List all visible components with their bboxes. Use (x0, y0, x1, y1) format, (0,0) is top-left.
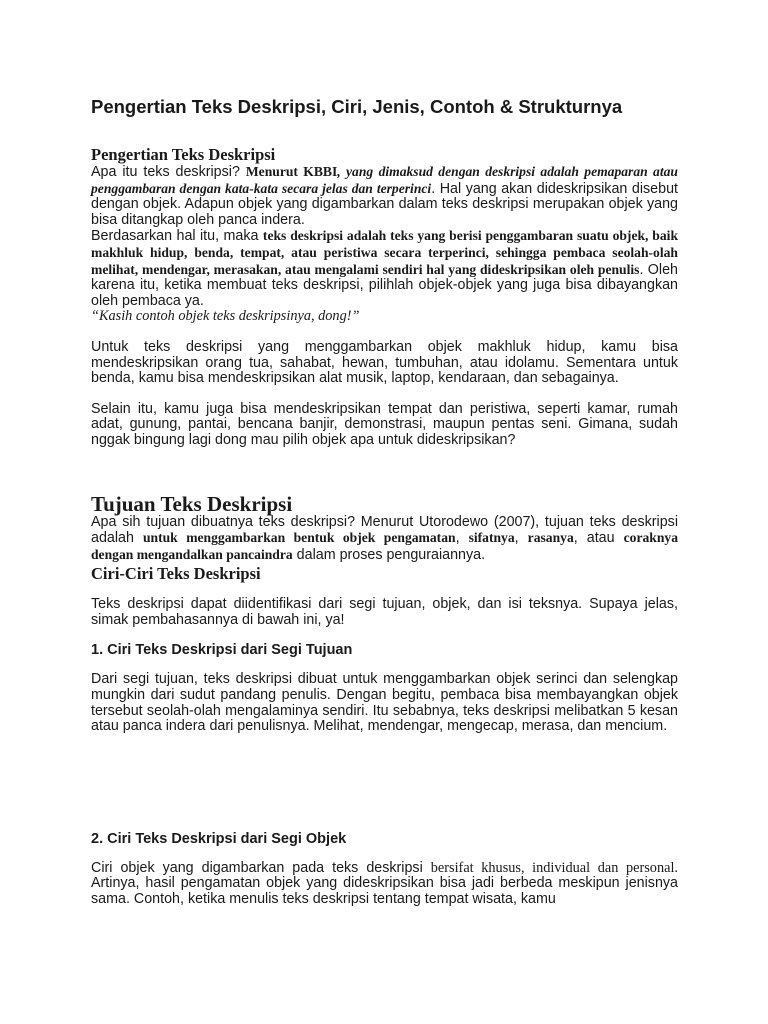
document-title: Pengertian Teks Deskripsi, Ciri, Jenis, Contoh & Strukturnya (91, 96, 623, 117)
paragraph-pengertian-1 (91, 164, 678, 228)
bold-italic-run: , yang dimaksud dengan deskripsi adalah pemaparan atau penggambaran dengan kata-kata secara jelas dan terperinci (91, 164, 678, 196)
bold-run: coraknya dengan mengandalkan pancaindra (91, 530, 678, 562)
text-run: , (514, 530, 528, 547)
subheading-ciri-objek: 2. Ciri Teks Deskripsi dari Segi Objek (91, 830, 347, 847)
text-run: . Oleh karena itu, ketika membuat teks deskripsi, pilihlah objek-objek yang juga bisa dibayangkan oleh pembaca ya. (91, 261, 678, 309)
heading-tujuan: Tujuan Teks Deskripsi (91, 491, 293, 516)
bold-run: rasanya (527, 530, 574, 546)
text-run: , (455, 530, 469, 547)
paragraph-ciri-tujuan: Dari segi tujuan, teks deskripsi dibuat untuk menggambarkan objek serinci dan selengkap mungkin dari sudut pandang penulis. Dengan begitu, pembaca bisa membayangkan objek tersebut seolah-olah mengalaminya sendiri. Itu sebabnya, teks deskripsi melibatkan 5 kesan atau panca indera dari penulisnya. Melihat, mendengar, mengecap, merasa, dan mencium. (91, 671, 678, 735)
subheading-ciri-tujuan: 1. Ciri Teks Deskripsi dari Segi Tujuan (91, 642, 353, 659)
text-run: Artinya, hasil pengamatan objek yang dideskripsikan bisa jadi berbeda meskipun jenisnya sama. Contoh, ketika menulis teks deskripsi tentang tempat wisata, kamu (91, 875, 678, 908)
text-run: dalam proses penguraiannya. (292, 546, 486, 563)
paragraph-pengertian-4: Selain itu, kamu juga bisa mendeskripsikan tempat dan peristiwa, seperti kamar, rumah adat, gunung, pantai, bencana banjir, demonstrasi, maupun pentas seni. Gimana, sudah nggak bingung lagi dong mau pilih objek apa untuk dideskripsikan? (91, 400, 678, 448)
text-run: Berdasarkan hal itu, maka (91, 228, 263, 245)
bold-run: Menurut KBBI (245, 164, 338, 179)
heading-pengertian: Pengertian Teks Deskripsi (91, 145, 276, 164)
quote-line: “Kasih contoh objek teks deskripsinya, dong!” (91, 308, 360, 325)
paragraph-pengertian-2 (91, 228, 678, 309)
text-run: . Hal yang akan dideskripsikan disebut dengan objek. Adapun objek yang digambarkan dalam teks deskripsi merupakan objek yang bisa ditangkap oleh panca indera. (91, 180, 678, 228)
paragraph-ciri-objek (91, 861, 678, 908)
bold-run: sifatnya (468, 530, 515, 546)
bold-run: untuk menggambarkan bentuk objek pengamatan (142, 530, 456, 546)
text-run: Ciri objek yang digambarkan pada teks deskripsi (91, 859, 431, 876)
paragraph-pengertian-3: Untuk teks deskripsi yang menggambarkan objek makhluk hidup, kamu bisa mendeskripsikan orang tua, sahabat, hewan, tumbuhan, atau idolamu. Sementara untuk benda, kamu bisa mendeskripsikan alat musik, laptop, kendaraan, dan sebagainya. (91, 338, 678, 387)
serif-run: bersifat khusus, individual dan personal. (430, 859, 678, 876)
paragraph-ciri-intro: Teks deskripsi dapat diidentifikasi dari segi tujuan, objek, dan isi teksnya. Supaya jelas, simak pembahasannya di bawah ini, ya! (91, 596, 678, 628)
paragraph-tujuan (91, 515, 678, 564)
text-run: Apa sih tujuan dibuatnya teks deskripsi? Menurut Utorodewo (2007), tujuan teks deskripsi adalah (91, 513, 678, 547)
heading-ciri: Ciri-Ciri Teks Deskripsi (91, 564, 261, 584)
text-run: Apa itu teks deskripsi? (91, 164, 246, 180)
bold-run: teks deskripsi adalah teks yang berisi penggambaran suatu objek, baik makhluk hidup, benda, tempat, atau peristiwa secara terperinci, sehingga pembaca seolah-olah melihat, mendengar, merasakan, atau mengalami sendiri hal yang dideskripsikan oleh penulis (91, 228, 679, 277)
text-run: , atau (573, 530, 624, 547)
